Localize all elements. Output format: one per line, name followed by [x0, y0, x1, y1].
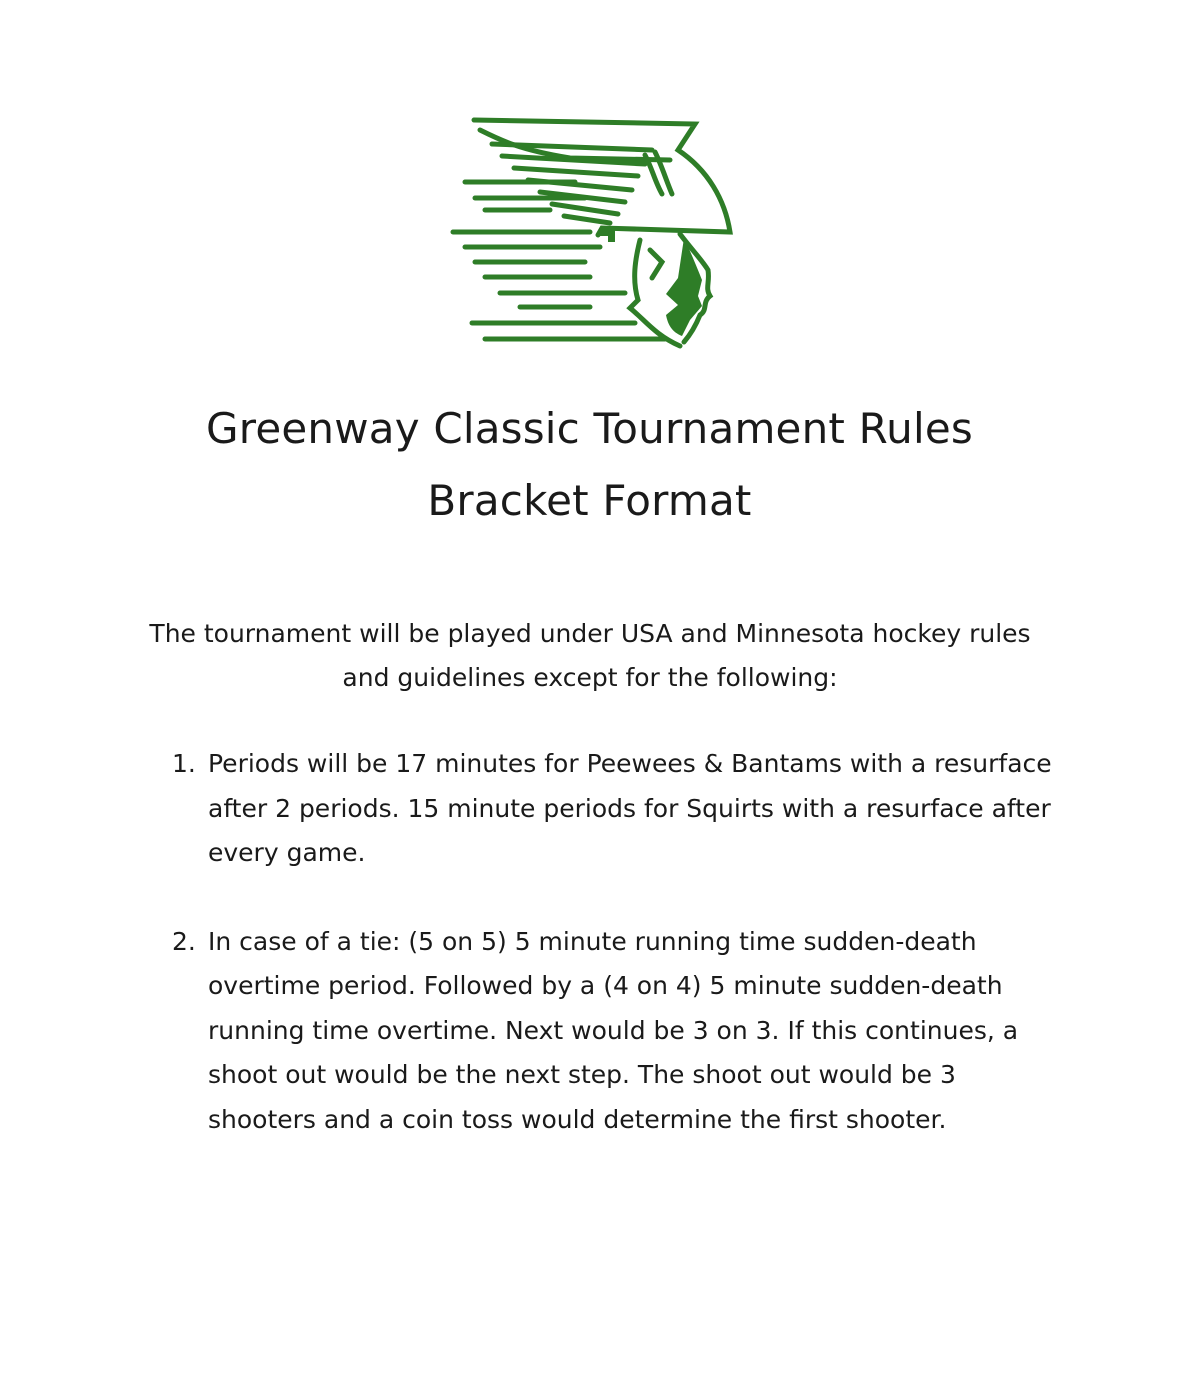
intro-paragraph: The tournament will be played under USA and Minnesota hockey rules and guidelines except for the following:: [149, 619, 1031, 692]
list-item: [0, 920, 1179, 1143]
page-title: Greenway Classic Tournament Rules: [206, 404, 973, 453]
list-item: [0, 742, 1179, 876]
rules-list: [0, 742, 1179, 1186]
page-subtitle: Bracket Format: [427, 476, 752, 525]
greenway-logo: [440, 110, 750, 360]
list-item-number: 2.: [172, 926, 196, 956]
list-item-text: Periods will be 17 minutes for Peewees & Bantams with a resurface after 2 periods. 15 minute periods for Squirts with a resurface after every game.: [208, 749, 1052, 867]
list-item-number: 1.: [172, 749, 196, 778]
list-item-text: In case of a tie: (5 on 5) 5 minute running time sudden-death overtime period. Followed by a (4 on 4) 5 minute sudden-death running time overtime. Next would be 3 on 3. If this continues, a shoot out would be the next step. The shoot out would be 3 shooters and a coin toss would determine the first shooter.: [208, 926, 1019, 1134]
